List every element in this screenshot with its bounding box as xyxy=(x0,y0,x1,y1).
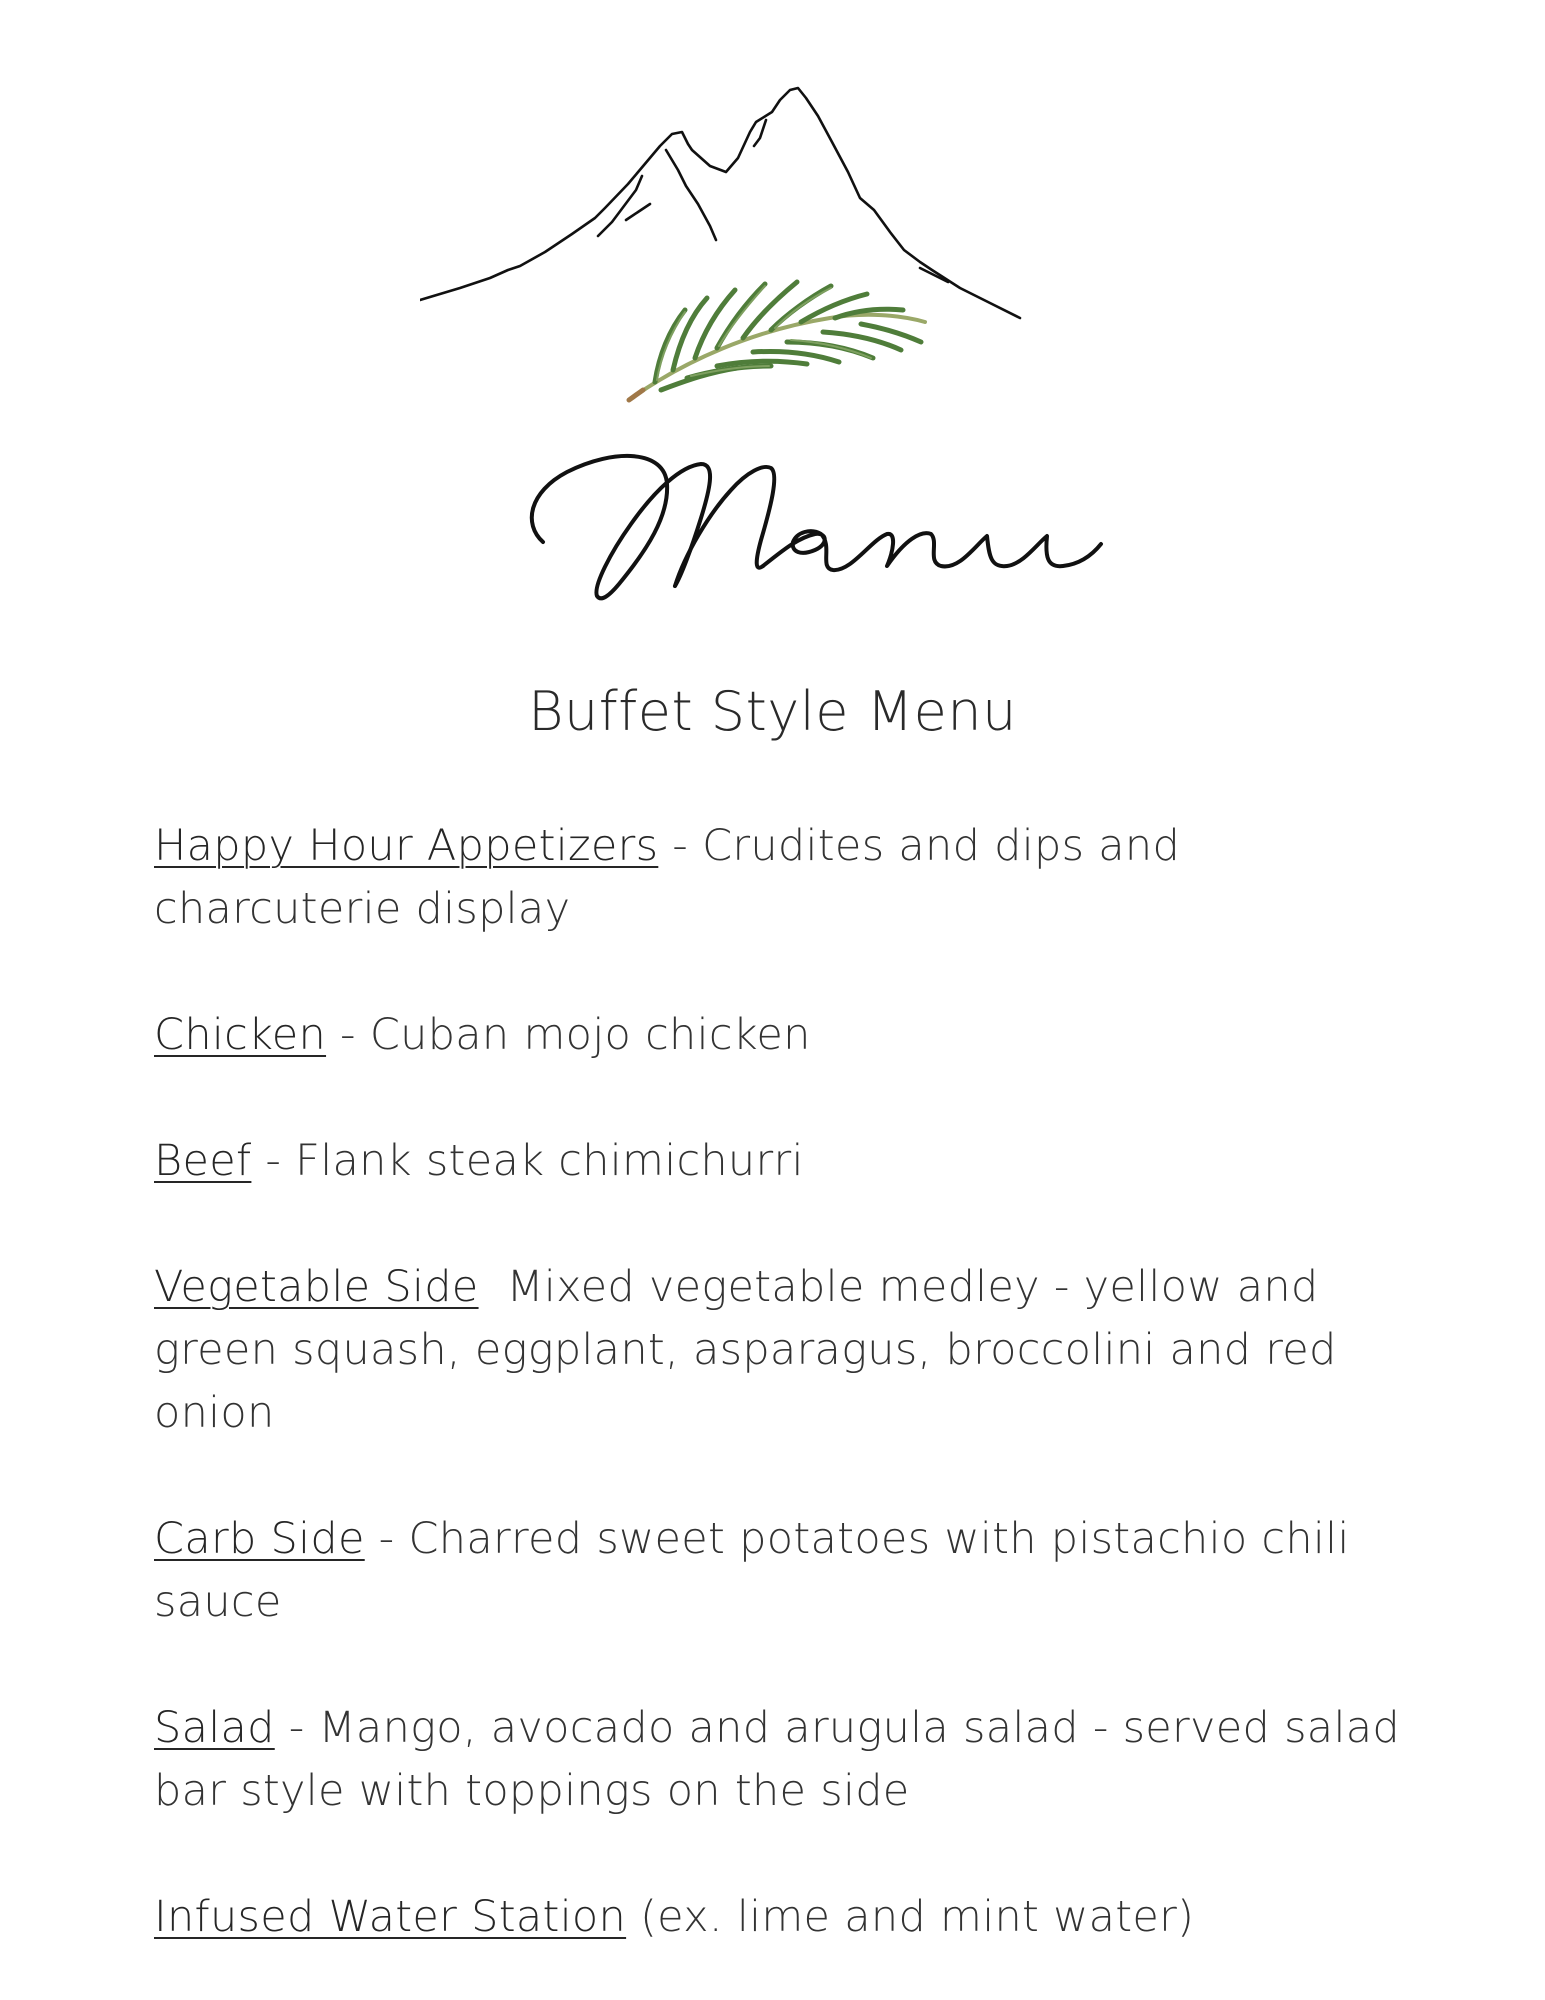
menu-item-vegetable-side xyxy=(154,1256,1414,1445)
menu-item-label: Happy Hour Appetizers xyxy=(154,821,659,871)
menu-item-chicken xyxy=(154,1004,1414,1067)
menu-item-description: (ex. lime and mint water) xyxy=(640,1892,1195,1942)
menu-item-infused-water-station xyxy=(154,1886,1414,1949)
menu-item-happy-hour-appetizers xyxy=(154,815,1414,941)
menu-item-description: Charred sweet potatoes with pistachio chili sauce xyxy=(154,1514,1350,1627)
menu-item-separator xyxy=(626,1892,640,1942)
menu-item-label: Carb Side xyxy=(154,1514,365,1564)
menu-item-salad xyxy=(154,1697,1414,1823)
menu-subtitle: Buffet Style Menu xyxy=(528,680,1017,743)
menu-item-carb-side xyxy=(154,1508,1414,1634)
menu-item-label: Vegetable Side xyxy=(154,1262,479,1312)
menu-item-label: Salad xyxy=(154,1703,275,1753)
menu-item-separator: - xyxy=(364,1514,409,1564)
menu-items-list xyxy=(154,815,1414,2000)
menu-item-separator: - xyxy=(326,1010,370,1060)
menu-item-description: Flank steak chimichurri xyxy=(295,1136,804,1186)
menu-item-description: Crudites and dips and charcuterie display xyxy=(154,821,1181,934)
menu-script-title xyxy=(515,420,1115,610)
menu-item-separator: - xyxy=(251,1136,296,1186)
menu-item-separator: - xyxy=(658,821,703,871)
rosemary-sprig-icon xyxy=(625,260,935,410)
menu-item-label: Infused Water Station xyxy=(154,1892,627,1942)
menu-item-separator xyxy=(479,1262,507,1312)
menu-item-description: Mango, avocado and arugula salad - served salad bar style with toppings on the side xyxy=(154,1703,1400,1816)
menu-item-description: Mixed vegetable medley - yellow and green squash, eggplant, asparagus, broccolini and red onion xyxy=(154,1262,1337,1438)
menu-item-beef xyxy=(154,1130,1414,1193)
menu-item-description: Cuban mojo chicken xyxy=(369,1010,811,1060)
menu-item-label: Chicken xyxy=(154,1010,327,1060)
menu-item-separator: - xyxy=(274,1703,319,1753)
menu-item-label: Beef xyxy=(154,1136,252,1186)
